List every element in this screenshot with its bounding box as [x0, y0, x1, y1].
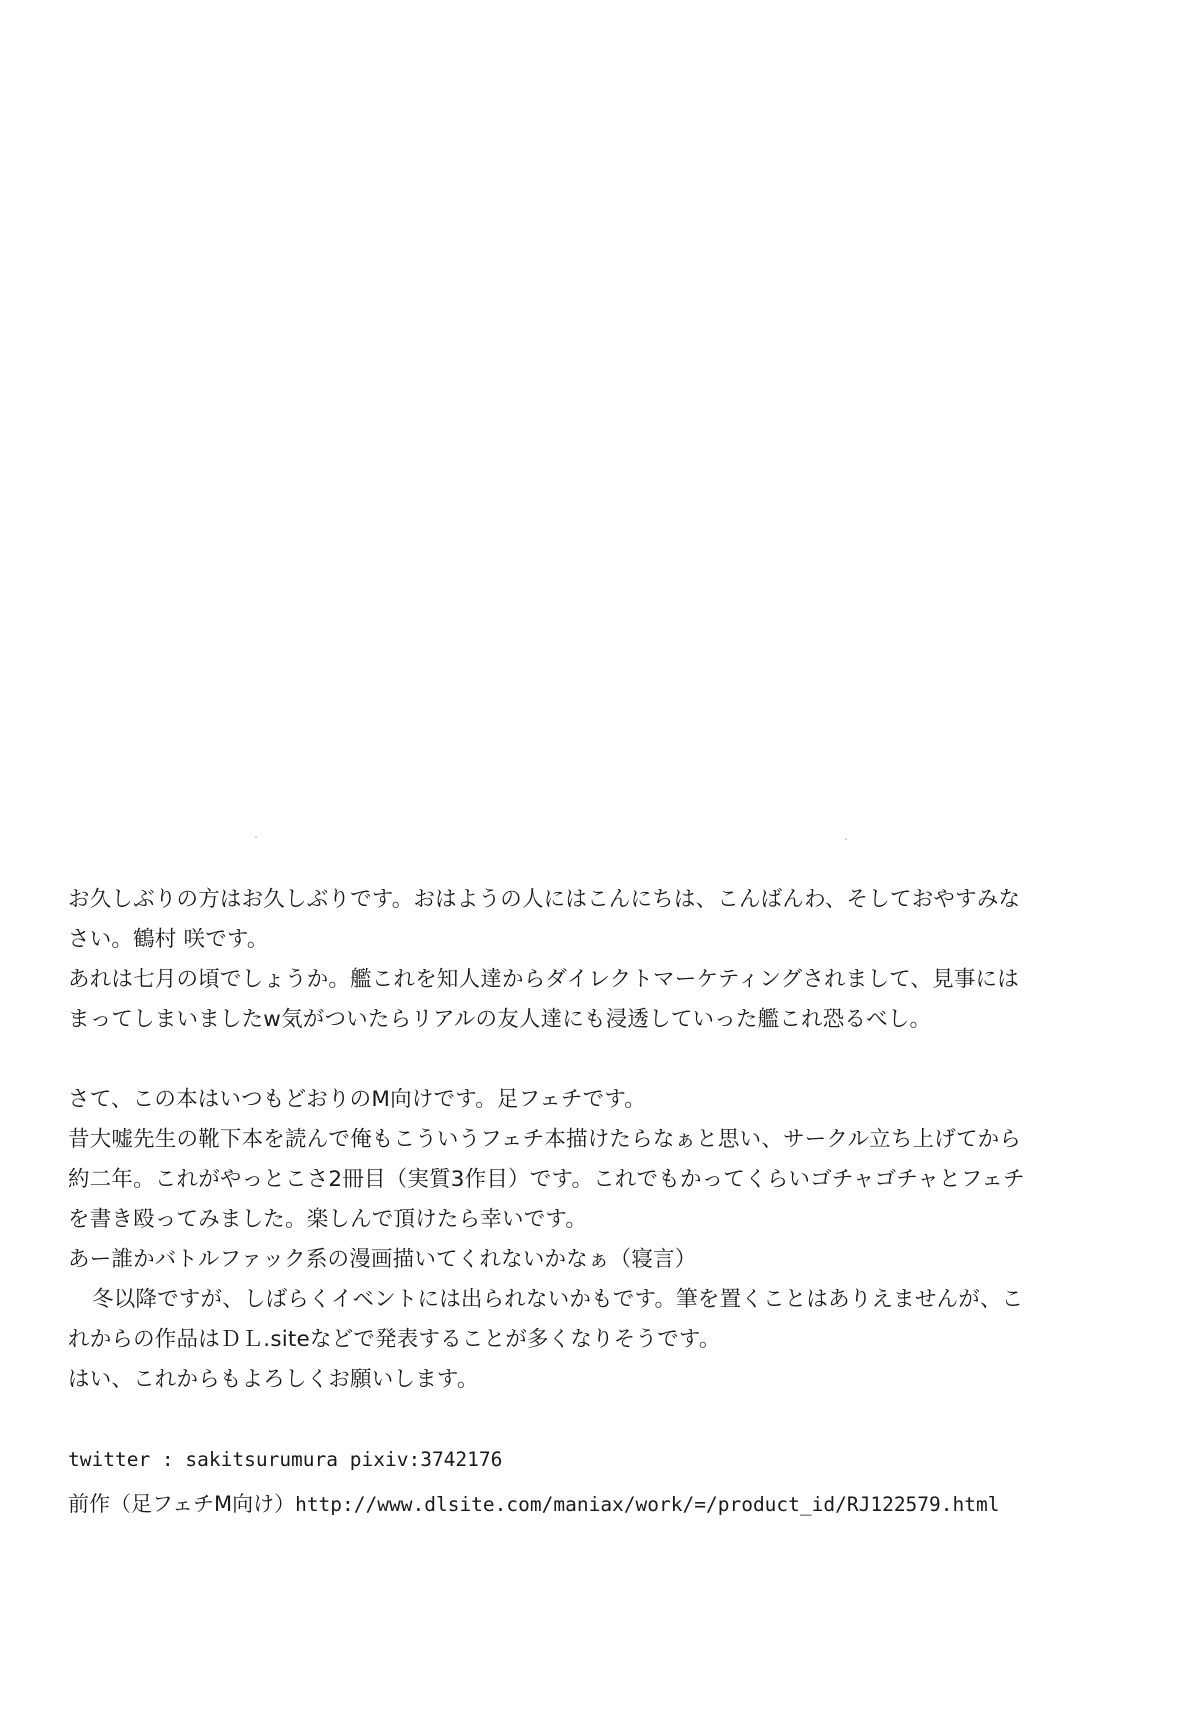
paper-speck: [845, 838, 847, 840]
afterword-text-block: [68, 880, 1078, 1400]
afterword-paragraph: [68, 1280, 1078, 1360]
afterword-line: れからの作品はＤＬ.siteなどで発表することが多くなりそうです。: [68, 1327, 721, 1352]
afterword-line: あれは七月の頃でしょうか。艦これを知人達からダイレクトマーケティングされまして、見事には: [68, 967, 1019, 992]
afterword-paragraph: [68, 1240, 1078, 1280]
afterword-paragraph: [68, 1120, 1078, 1240]
afterword-line: お久しぶりの方はお久しぶりです。おはようの人にはこんにちは、こんばんわ、そしておやすみな: [68, 887, 1021, 912]
afterword-line: を書き殴ってみました。楽しんで頂けたら幸いです。: [68, 1207, 588, 1232]
afterword-line: さい。鶴村 咲です。: [68, 927, 269, 952]
paragraph-spacer: [68, 1040, 1078, 1080]
afterword-line: 昔大嘘先生の靴下本を読んで俺もこういうフェチ本描けたらなぁと思い、サークル立ち上げてから: [68, 1127, 1022, 1152]
afterword-line: あー誰かバトルファック系の漫画描いてくれないかなぁ（寝言）: [68, 1247, 697, 1272]
afterword-paragraph: [68, 960, 1078, 1040]
previous-work-line: [68, 1482, 1128, 1527]
afterword-line: さて、この本はいつもどおりのM向けです。足フェチです。: [68, 1087, 647, 1112]
afterword-line: はい、これからもよろしくお願いします。: [68, 1367, 479, 1392]
afterword-paragraph: [68, 880, 1078, 960]
social-handles-line: twitter : sakitsurumura pixiv:3742176: [68, 1448, 503, 1471]
afterword-line: 冬以降ですが、しばらくイベントには出られないかもです。筆を置くことはありえませんが、こ: [92, 1287, 1024, 1312]
paper-speck: [255, 836, 257, 838]
afterword-paragraph: [68, 1080, 1078, 1120]
contact-links-block: [68, 1438, 1128, 1527]
previous-work-url[interactable]: http://www.dlsite.com/maniax/work/=/product_id/RJ122579.html: [295, 1493, 1000, 1516]
afterword-paragraph: [68, 1360, 1078, 1400]
afterword-line: まってしまいましたw気がついたらリアルの友人達にも浸透していった艦これ恐るべし。: [68, 1007, 932, 1032]
previous-work-label: 前作（足フェチM向け）: [68, 1492, 296, 1516]
afterword-line: 約二年。これがやっとこさ2冊目（実質3作目）です。これでもかってくらいゴチャゴチャとフェチ: [68, 1167, 1025, 1192]
